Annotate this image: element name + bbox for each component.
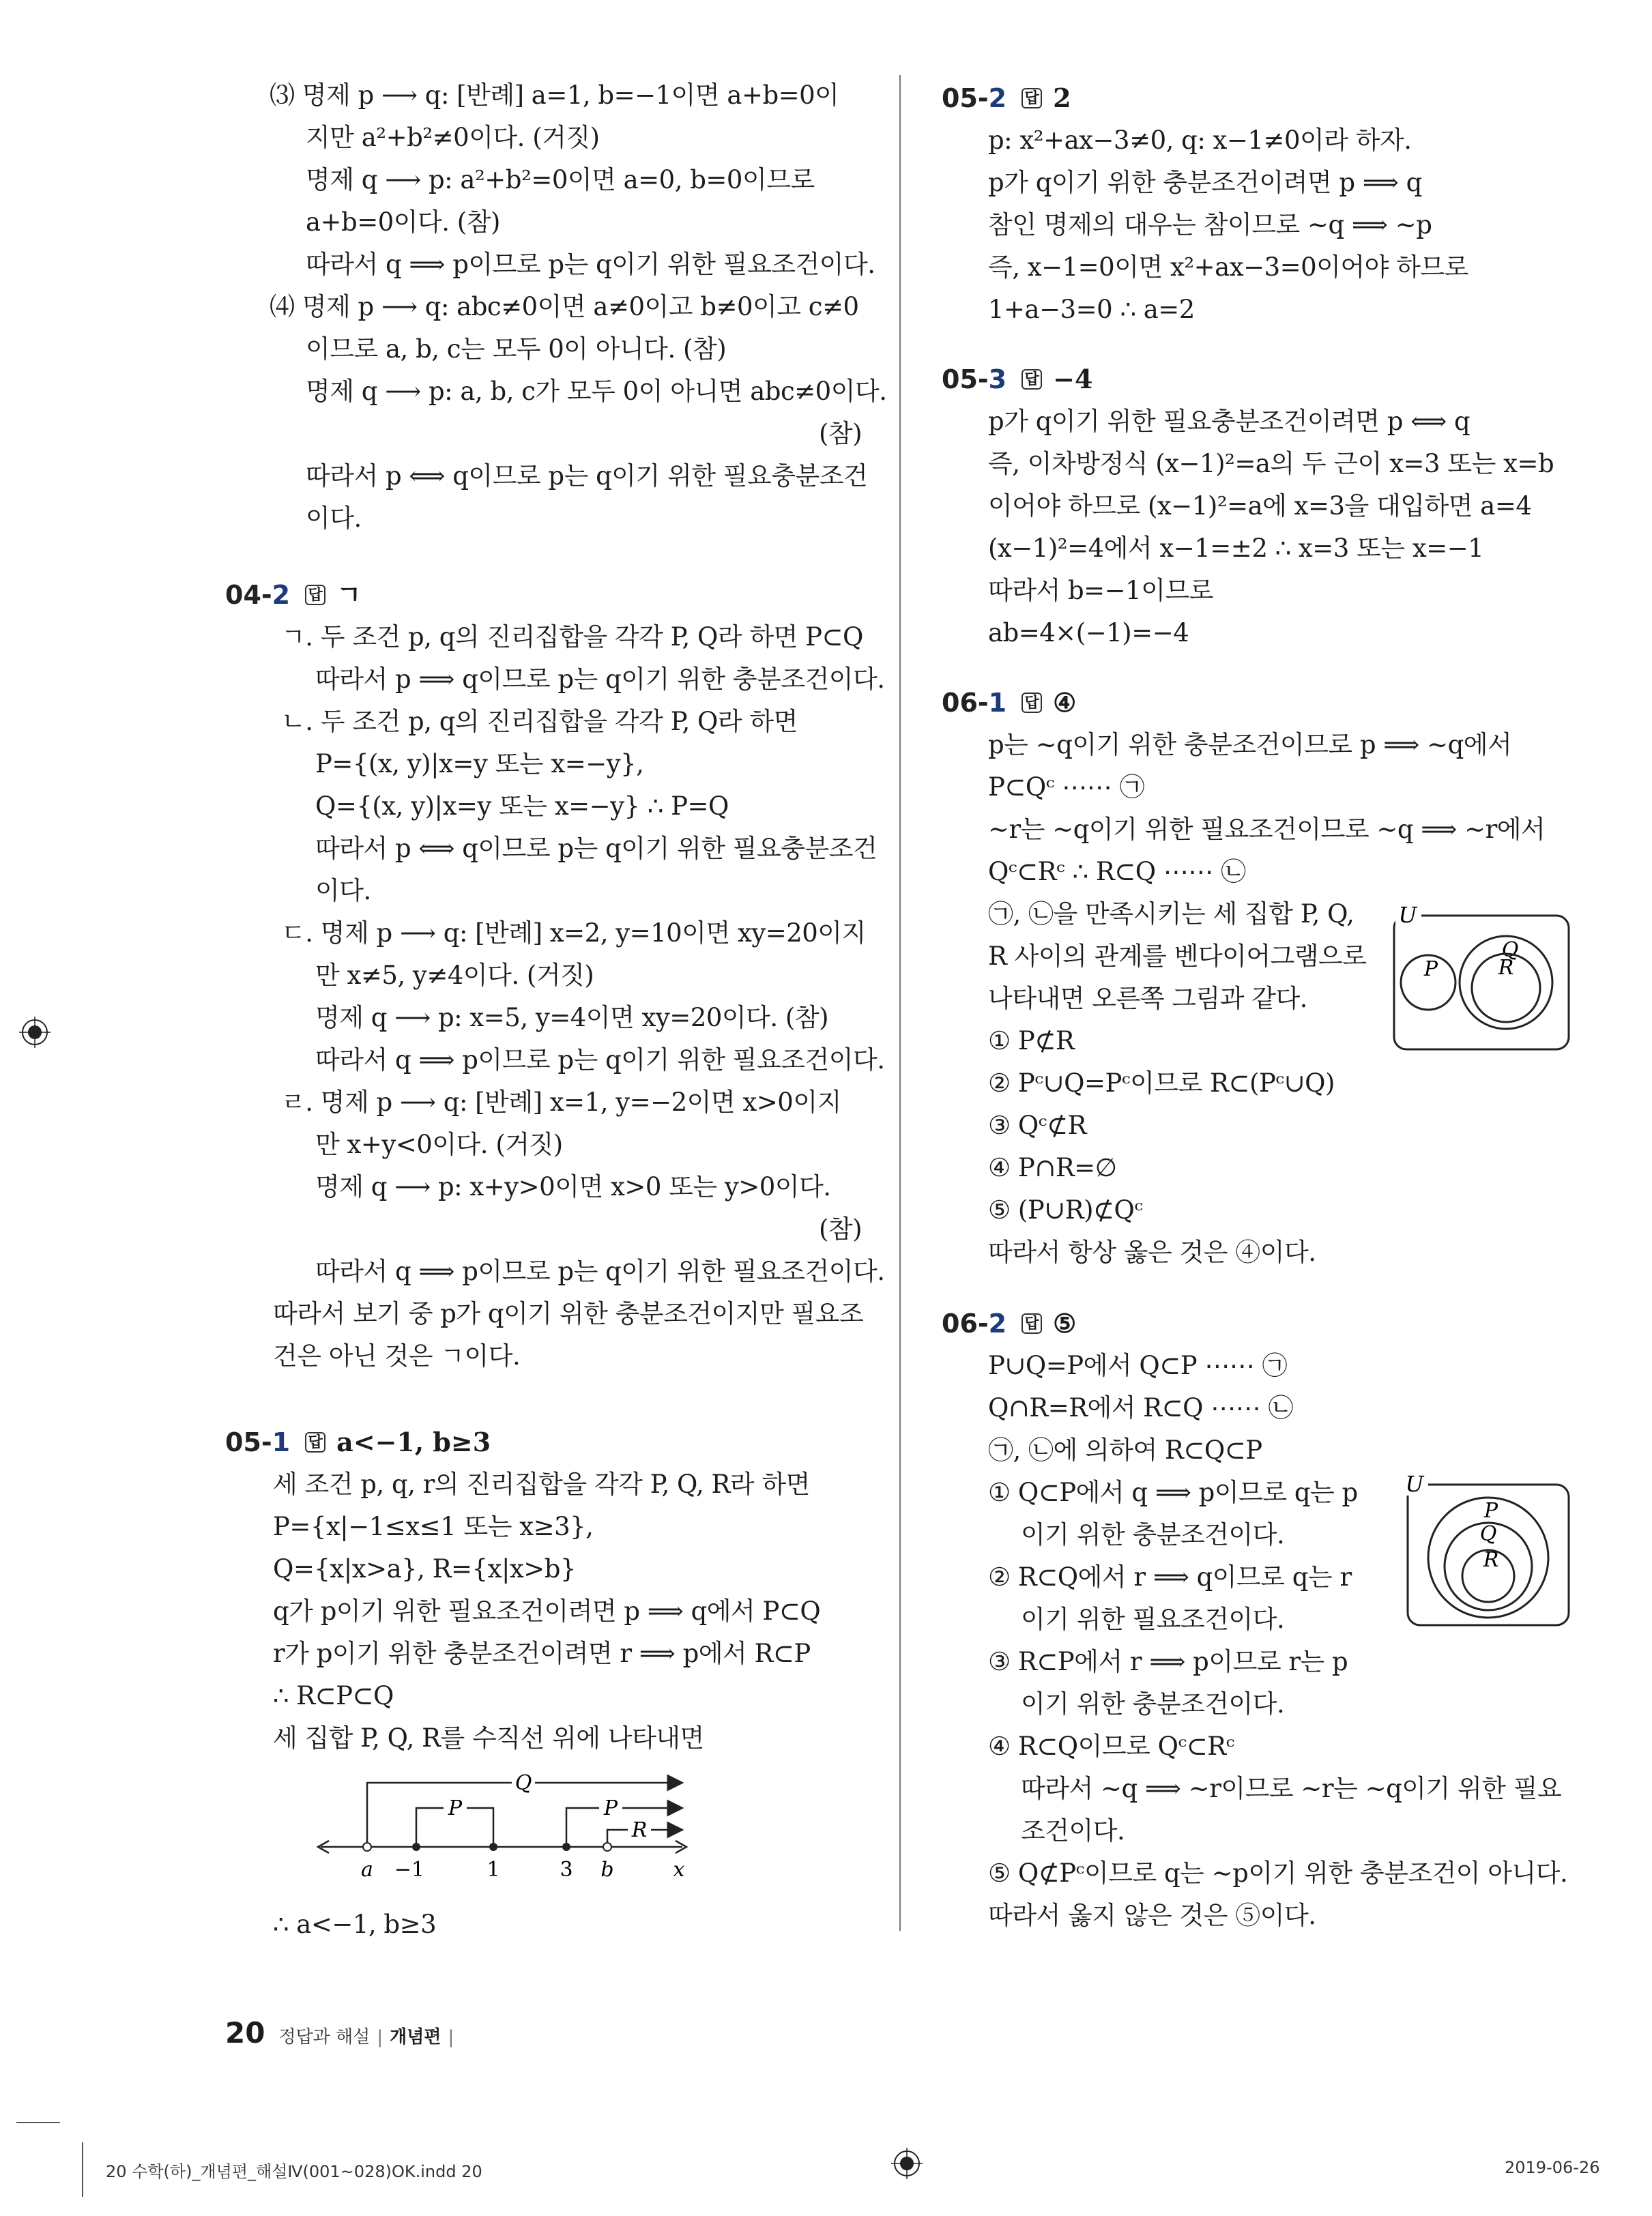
footer-separator: | (448, 2027, 454, 2047)
text-line: Q={x|x>a}, R={x|x>b} (273, 1554, 577, 1584)
text-line: ㉠, ㉡을 만족시키는 세 집합 P, Q, (988, 899, 1354, 929)
problem-number: 05-1 (225, 1427, 291, 1457)
conclusion: ∴ a<−1, b≥3 (273, 1910, 437, 1939)
registration-mark-icon (19, 1017, 50, 1048)
text-line: ① P⊄R (988, 1026, 1075, 1055)
text-line: ② R⊂Q에서 r ⟹ q이므로 q는 r (988, 1562, 1352, 1592)
answer-value: 2 (1053, 83, 1071, 113)
text-line: (x−1)²=4에서 x−1=±2 ∴ x=3 또는 x=−1 (988, 534, 1484, 563)
crop-mark (82, 2142, 83, 2197)
open-point-a (363, 1843, 371, 1851)
text-line: p가 q이기 위한 필요충분조건이려면 p ⟺ q (988, 407, 1470, 436)
text-line: 지만 a²+b²≠0이다. (거짓) (306, 123, 600, 152)
column-divider (899, 75, 901, 1931)
text-line: 이기 위한 충분조건이다. (1021, 1520, 1285, 1549)
label-r: R (1483, 1548, 1499, 1572)
answer-icon (1021, 88, 1042, 108)
problem-number: 06-1 (942, 688, 1007, 718)
answer-icon (1021, 692, 1042, 713)
text-line: ⑤ Q⊄Pᶜ이므로 q는 ~p이기 위한 충분조건이 아니다. (988, 1858, 1568, 1888)
label-u: U (1398, 902, 1417, 928)
text-line: ㉠, ㉡에 의하여 R⊂Q⊂P (988, 1435, 1262, 1465)
problem-number: 05-2 (942, 83, 1007, 113)
text-line: 명제 q ⟶ p: x=5, y=4이면 xy=20이다. (참) (315, 1003, 829, 1032)
answer-value: ④ (1053, 687, 1077, 718)
label-r: R (631, 1818, 648, 1842)
p-region-2 (566, 1808, 682, 1847)
text-line: (참) (819, 1214, 863, 1244)
tick-a: a (361, 1858, 373, 1882)
slug-filename: 20 수학(하)_개념편_해설Ⅳ(001~028)OK.indd 20 (106, 2162, 482, 2181)
text-line: 따라서 q ⟹ p이므로 p는 q이기 위한 필요조건이다. (306, 250, 875, 279)
text-line: 따라서 q ⟹ p이므로 p는 q이기 위한 필요조건이다. (315, 1257, 885, 1286)
closed-point-3 (562, 1843, 570, 1851)
text-line: 즉, x−1=0이면 x²+ax−3=0이어야 하므로 (988, 252, 1468, 282)
text-line: ㄴ. 두 조건 p, q의 진리집합을 각각 P, Q라 하면 (281, 707, 798, 736)
slug-date: 2019-06-26 (1505, 2158, 1600, 2177)
text-line: 나타내면 오른쪽 그림과 같다. (988, 984, 1307, 1013)
label-q: Q (1479, 1522, 1497, 1546)
universal-set (1394, 916, 1569, 1049)
text-line: r가 p이기 위한 충분조건이려면 r ⟹ p에서 R⊂P (273, 1639, 811, 1668)
text-line: P={(x, y)|x=y 또는 x=−y}, (315, 749, 644, 778)
problem-header-05-2 (942, 81, 1071, 116)
text-line: 명제 q ⟶ p: a²+b²=0이면 a=0, b=0이므로 (306, 165, 815, 194)
text-line: 따라서 항상 옳은 것은 ④이다. (988, 1238, 1316, 1267)
text-line: Qᶜ⊂Rᶜ ∴ R⊂Q ⋯⋯ ㉡ (988, 857, 1246, 886)
venn-diagram-06-1 (1389, 898, 1573, 1053)
text-line: ② Pᶜ∪Q=Pᶜ이므로 R⊂(Pᶜ∪Q) (988, 1068, 1335, 1098)
text-line: 명제 q ⟶ p: x+y>0이면 x>0 또는 y>0이다. (315, 1172, 831, 1201)
label-p: P (1423, 957, 1438, 981)
text-line: 이다. (315, 876, 371, 905)
problem-header-04-2 (225, 577, 362, 613)
text-line: 참인 명제의 대우는 참이므로 ~q ⟹ ~p (988, 210, 1432, 239)
problem-number: 05-3 (942, 364, 1007, 394)
number-line-diagram (314, 1767, 696, 1890)
footer-section: 개념편 (390, 2027, 441, 2047)
problem-number: 06-2 (942, 1309, 1007, 1339)
text-line: 세 집합 P, Q, R를 수직선 위에 나타내면 (273, 1723, 704, 1753)
answer-icon (1021, 369, 1042, 390)
closed-point-m1 (412, 1843, 420, 1851)
text-line: P⊂Qᶜ ⋯⋯ ㉠ (988, 772, 1145, 802)
registration-mark-icon (891, 2148, 923, 2179)
text-line: ∴ R⊂P⊂Q (273, 1681, 394, 1710)
text-line: (참) (819, 419, 863, 448)
answer-icon (305, 585, 325, 605)
problem-header-05-3 (942, 362, 1092, 397)
answer-value: ㄱ (336, 579, 362, 610)
text-line: 이기 위한 필요조건이다. (1021, 1605, 1285, 1634)
page-number: 20 (225, 2016, 265, 2050)
text-line: ㄷ. 명제 p ⟶ q: [반례] x=2, y=10이면 xy=20이지 (281, 918, 866, 948)
text-line: a+b=0이다. (참) (306, 207, 500, 237)
label-p-1: P (448, 1796, 463, 1820)
text-line: ⑷ 명제 p ⟶ q: abc≠0이면 a≠0이고 b≠0이고 c≠0 (270, 292, 859, 321)
page-footer (225, 2016, 461, 2050)
tick-b: b (600, 1858, 614, 1882)
text-line: 명제 q ⟶ p: a, b, c가 모두 0이 아니면 abc≠0이다. (306, 377, 887, 406)
label-u: U (1405, 1471, 1424, 1497)
label-q: Q (1501, 938, 1519, 962)
open-point-b (603, 1843, 611, 1851)
text-line: ㄱ. 두 조건 p, q의 진리집합을 각각 P, Q라 하면 P⊂Q (281, 622, 863, 652)
tick-x: x (673, 1858, 685, 1882)
text-line: Q∩R=R에서 R⊂Q ⋯⋯ ㉡ (988, 1393, 1294, 1423)
crop-mark (16, 2122, 60, 2123)
text-line: 따라서 p ⟺ q이므로 p는 q이기 위한 필요충분조건 (315, 834, 878, 863)
answer-value: ⑤ (1053, 1308, 1077, 1339)
text-line: ③ R⊂P에서 r ⟹ p이므로 r는 p (988, 1647, 1348, 1676)
tick-m1: −1 (394, 1858, 425, 1882)
problem-number: 04-2 (225, 580, 291, 610)
footer-separator: | (377, 2027, 383, 2047)
text-line: 따라서 p ⟹ q이므로 p는 q이기 위한 충분조건이다. (315, 665, 885, 694)
problem-header-05-1 (225, 1425, 491, 1460)
answer-icon (1021, 1313, 1042, 1334)
text-line: 즉, 이차방정식 (x−1)²=a의 두 근이 x=3 또는 x=b (988, 449, 1554, 478)
text-line: ㄹ. 명제 p ⟶ q: [반례] x=1, y=−2이면 x>0이지 (281, 1088, 841, 1117)
tick-3: 3 (560, 1858, 573, 1882)
text-line: P∪Q=P에서 Q⊂P ⋯⋯ ㉠ (988, 1351, 1288, 1380)
text-line: 이므로 a, b, c는 모두 0이 아니다. (참) (306, 334, 727, 364)
text-line: p: x²+ax−3≠0, q: x−1≠0이라 하자. (988, 126, 1412, 155)
text-line: 따라서 q ⟹ p이므로 p는 q이기 위한 필요조건이다. (315, 1045, 885, 1075)
text-line: ③ Qᶜ⊄R (988, 1111, 1086, 1140)
text-line: ④ R⊂Q이므로 Qᶜ⊂Rᶜ (988, 1732, 1234, 1761)
text-line: 따라서 보기 중 p가 q이기 위한 충분조건이지만 필요조 (273, 1299, 864, 1328)
label-p: P (1483, 1499, 1498, 1523)
label-p-2: P (603, 1796, 618, 1820)
answer-value: −4 (1053, 364, 1093, 394)
text-line: R 사이의 관계를 벤다이어그램으로 (988, 942, 1367, 971)
venn-diagram-06-2 (1389, 1467, 1573, 1631)
text-line: 따라서 옳지 않은 것은 ⑤이다. (988, 1901, 1316, 1930)
tick-1: 1 (487, 1858, 500, 1882)
text-line: 따라서 p ⟺ q이므로 p는 q이기 위한 필요충분조건 (306, 461, 868, 491)
label-r: R (1498, 956, 1514, 980)
text-line: 만 x≠5, y≠4이다. (거짓) (315, 961, 594, 990)
text-line: 1+a−3=0 ∴ a=2 (988, 295, 1195, 324)
text-line: ~r는 ~q이기 위한 필요조건이므로 ~q ⟹ ~r에서 (988, 815, 1546, 844)
text-line: 따라서 ~q ⟹ ~r이므로 ~r는 ~q이기 위한 필요 (1021, 1774, 1562, 1803)
text-line: 조건이다. (1021, 1816, 1125, 1846)
problem-header-06-2 (942, 1306, 1076, 1341)
answer-icon (305, 1432, 325, 1453)
text-line: p가 q이기 위한 충분조건이려면 p ⟹ q (988, 168, 1422, 197)
footer-label: 정답과 해설 (278, 2027, 371, 2047)
text-line: ⑶ 명제 p ⟶ q: [반례] a=1, b=−1이면 a+b=0이 (270, 81, 839, 110)
text-line: 이다. (306, 504, 362, 533)
text-line: ① Q⊂P에서 q ⟹ p이므로 q는 p (988, 1478, 1358, 1507)
label-q: Q (515, 1771, 532, 1795)
text-line: 건은 아닌 것은 ㄱ이다. (273, 1341, 521, 1371)
text-line: 세 조건 p, q, r의 진리집합을 각각 P, Q, R라 하면 (273, 1470, 810, 1499)
text-line: ⑤ (P∪R)⊄Qᶜ (988, 1195, 1143, 1225)
text-line: 따라서 b=−1이므로 (988, 576, 1213, 605)
answer-value: a<−1, b≥3 (336, 1427, 491, 1457)
text-line: Q={(x, y)|x=y 또는 x=−y} ∴ P=Q (315, 791, 729, 821)
text-line: q가 p이기 위한 필요조건이려면 p ⟹ q에서 P⊂Q (273, 1597, 821, 1626)
text-line: P={x|−1≤x≤1 또는 x≥3}, (273, 1512, 594, 1541)
problem-header-06-1 (942, 685, 1076, 720)
text-line: ④ P∩R=∅ (988, 1153, 1117, 1182)
text-line: p는 ~q이기 위한 충분조건이므로 p ⟹ ~q에서 (988, 730, 1512, 759)
closed-point-1 (489, 1843, 497, 1851)
text-line: 만 x+y<0이다. (거짓) (315, 1130, 563, 1159)
text-line: 이어야 하므로 (x−1)²=a에 x=3을 대입하면 a=4 (988, 491, 1532, 521)
text-line: 이기 위한 충분조건이다. (1021, 1689, 1285, 1719)
text-line: ab=4×(−1)=−4 (988, 618, 1189, 647)
